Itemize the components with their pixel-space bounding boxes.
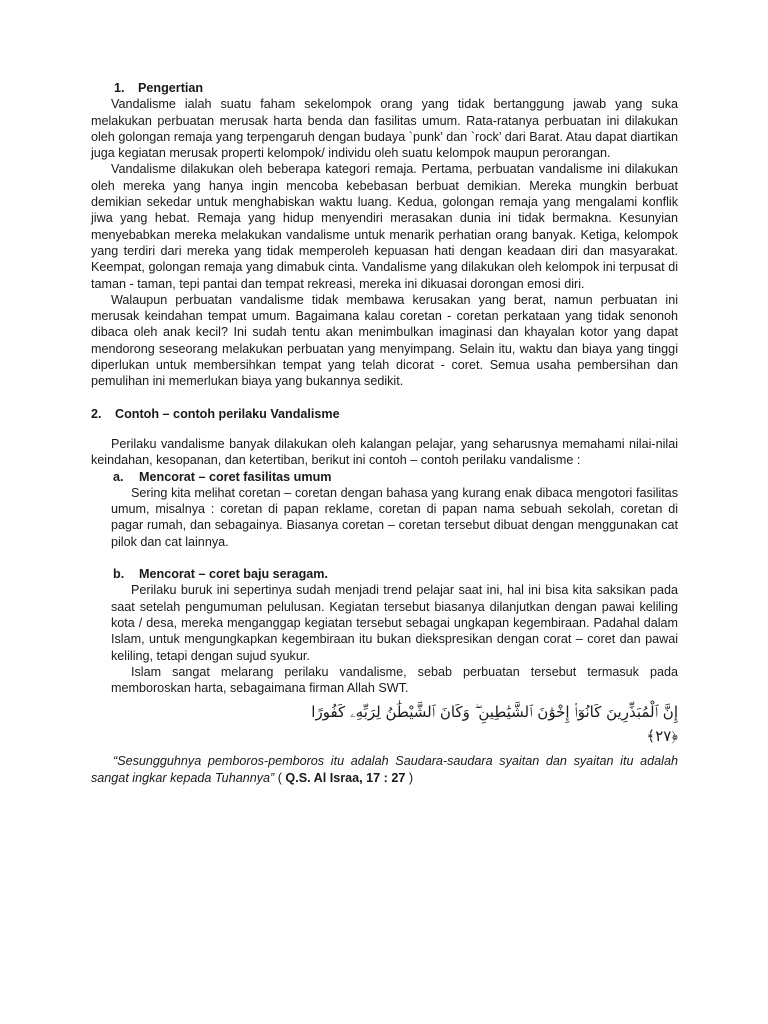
item-b-paragraph-1: Perilaku buruk ini sepertinya sudah menjadi trend pelajar saat ini, hal ini bisa kita saksikan pada saat setelah pengumuman pelulusan. Kegiatan tersebut biasanya dilanjutkan dengan pawai keliling kota / desa, mereka menganggap kegiatan tersebut sebagai ungkapan kegembiraan. Padahal dalam Islam, untuk mengungkapkan kegembiraan itu bukan diekspresikan dengan corat – coret dan pawai keliling, tetapi dengan sujud syukur.	[111, 583, 678, 663]
item-b-letter: b.	[113, 567, 125, 582]
translation-text: “Sesungguhnya pemboros-pemboros itu adalah Saudara-saudara syaitan dan syaitan itu adalah sangat ingkar kepada Tuhannya”	[91, 754, 678, 785]
item-b-body	[91, 582, 678, 696]
item-b-paragraph-2: Islam sangat melarang perilaku vandalisme, sebab perbuatan tersebut termasuk pada memboroskan harta, sebagaimana firman Allah SWT.	[111, 664, 678, 696]
verse-citation: Q.S. Al Israa, 17 : 27	[285, 770, 406, 785]
item-a-title: Mencorat – coret fasilitas umum	[139, 469, 332, 484]
item-b-title: Mencorat – coret baju seragam.	[139, 567, 328, 582]
section-2-title: Contoh – contoh perilaku Vandalisme	[115, 406, 340, 421]
section-1-paragraph-3: Walaupun perbuatan vandalisme tidak membawa kerusakan yang berat, namun perbuatan ini merusak keindahan tempat umum. Bagaimana kalau coretan - coretan perkataan yang tidak senonoh dibaca oleh anak kecil? Ini sudah tentu akan menimbulkan imaginasi dan khayalan kotor yang dapat mendorong seseorang melakukan perbuatan yang menyimpang. Selain itu, waktu dan biaya yang tinggi diperlukan untuk membersihkan tempat yang telah dicorat - coret. Semua usaha pembersihan dan pemulihan ini memerlukan biaya yang bukannya sedikit.	[91, 292, 678, 389]
citation-close: )	[405, 770, 414, 785]
arabic-verse: إِنَّ ٱلْمُبَذِّرِينَ كَانُوٓا۟ إِخْوَٰنَ ٱلشَّيَٰطِينِ ۖ وَكَانَ ٱلشَّيْطَٰنُ لِرَبِّهِۦ كَفُورًا ﴿٢٧﴾	[311, 703, 678, 746]
section-1-paragraph-2: Vandalisme dilakukan oleh beberapa kategori remaja. Pertama, perbuatan vandalisme ini dilakukan oleh mereka yang hanya ingin mencoba kebebasan berbuat demikian. Mereka mungkin berbuat demikian sekedar untuk menghabiskan waktu luang. Kedua, golongan remaja yang mengalami konflik jiwa yang hebat. Remaja yang hidup menyendiri merasakan dunia ini tidak bermakna. Kesunyian menyebabkan mereka melakukan vandalisme untuk menarik perhatian orang banyak. Ketiga, kelompok yang terdiri dari mereka yang tidak memperoleh kepuasan hati dengan keadaan diri dan masyarakat. Keempat, golongan remaja yang dimabuk cinta. Vandalisme yang dilakukan oleh kelompok ini terpusat di taman - taman, tepi pantai dan tempat rekreasi, mereka ini dikuasai dorongan emosi diri.	[91, 162, 678, 291]
item-a-heading	[91, 469, 678, 485]
section-1-title: Pengertian	[138, 81, 204, 95]
item-a-paragraph: Sering kita melihat coretan – coretan dengan bahasa yang kurang enak dibaca mengotori fasilitas umum, misalnya : coretan di papan reklame, coretan di papan nama sebuah sekolah, coretan di pagar rumah, dan sebagainya. Biasanya coretan – coretan tersebut dibuat dengan menggunakan cat pilok dan cat lainnya.	[111, 485, 678, 549]
item-a-letter: a.	[113, 469, 124, 484]
section-1-number: 1.	[114, 81, 125, 95]
section-1-heading	[91, 80, 678, 96]
section-1-paragraph-1: Vandalisme ialah suatu faham sekelompok orang yang tidak bertanggung jawab yang suka melakukan perbuatan merusak harta benda dan fasilitas umum. Rata-ratanya perbuatan ini dilakukan oleh golongan remaja yang terpengaruh dengan budaya `punk’ dan `rock’ dari Barat. Atau dapat diartikan juga kegiatan merusak properti kelompok/ individu oleh suatu kelompok maupun perorangan.	[91, 97, 678, 161]
citation-open: (	[274, 770, 286, 785]
verse-translation	[91, 753, 678, 786]
document-body	[91, 80, 678, 786]
item-b-heading	[91, 566, 678, 582]
section-2-intro: Perilaku vandalisme banyak dilakukan oleh kalangan pelajar, yang seharusnya memahami nilai-nilai keindahan, kesopanan, dan ketertiban, berikut ini contoh – contoh perilaku vandalisme :	[91, 436, 678, 468]
section-2-heading	[91, 406, 678, 422]
item-a-body	[91, 485, 678, 550]
section-2-number: 2.	[91, 406, 102, 421]
